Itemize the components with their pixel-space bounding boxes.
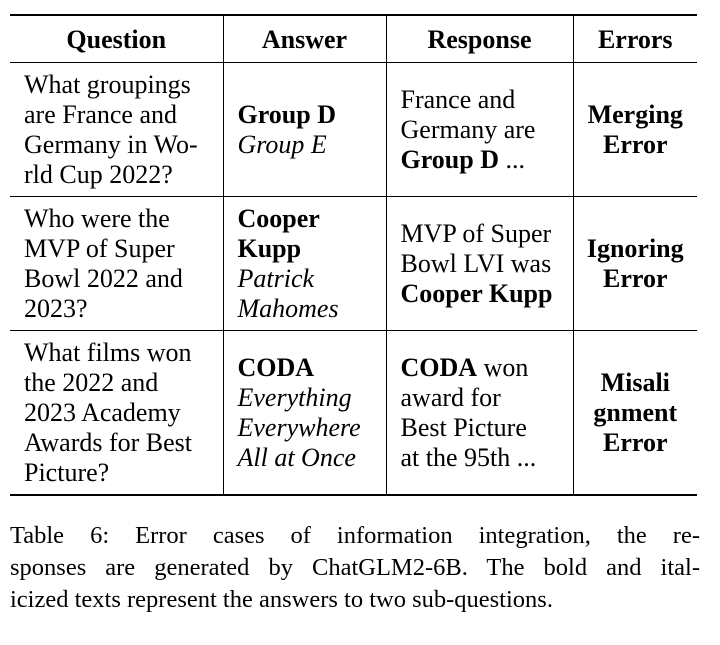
answer-bold-line: Group D [237,100,336,129]
error-cases-table-container [10,14,697,496]
answer-bold-line: Cooper [237,204,320,233]
caption-line: icized texts represent the answers to two sub-questions. [10,586,553,613]
table-row [10,331,697,496]
error-cases-table [10,14,697,496]
answer-italic-line: Mahomes [237,294,339,323]
error-cell [573,63,697,197]
error-label-line: Error [603,264,668,293]
answer-cell [223,63,386,197]
question-cell [10,331,223,496]
table-row [10,63,697,197]
question-cell [10,197,223,331]
response-line: at the 95th ... [400,443,537,472]
response-line [401,279,561,309]
table-row [10,197,697,331]
error-cell [573,331,697,496]
error-label-line: Merging [587,100,683,129]
question-line: 2023 Academy [24,398,181,427]
question-line: 2023? [24,294,88,323]
response-bold-text: CODA [400,353,478,382]
error-label-line: Error [603,428,668,457]
answer-italic-line: Group E [237,130,327,159]
question-line: Awards for Best [24,428,193,457]
question-line: the 2022 and [24,368,159,397]
response-line: award for [400,383,501,412]
table-header-row [10,15,697,63]
response-line [401,353,561,383]
response-line: Germany are [400,115,536,144]
response-line [401,145,561,175]
question-line: Picture? [24,458,110,487]
caption-line: sponses are generated by ChatGLM2-6B. The bold and ital- [10,554,700,581]
header-response: Response [386,15,573,63]
question-line: Bowl 2022 and [24,264,183,293]
error-label-line: gnment [593,398,678,427]
question-line: MVP of Super [24,234,175,263]
error-label-line: Error [603,130,668,159]
table-caption [10,520,700,616]
response-bold-text: Cooper Kupp [400,279,553,308]
response-bold-text: Group D [400,145,499,174]
response-line: MVP of Super [400,219,552,248]
answer-italic-line: All at Once [237,443,356,472]
answer-italic-line: Everything [237,383,352,412]
answer-bold-line: CODA [237,353,315,382]
answer-italic-line: Patrick [237,264,315,293]
error-label-line: Misali [600,368,670,397]
question-line: Germany in Wo- [24,130,198,159]
response-cell [386,331,573,496]
response-cell [386,197,573,331]
response-line: Best Picture [400,413,527,442]
response-line: Bowl LVI was [400,249,552,278]
answer-italic-line: Everywhere [237,413,361,442]
question-line: are France and [24,100,178,129]
header-errors: Errors [573,15,697,63]
question-line: What groupings [24,70,191,99]
answer-cell [223,331,386,496]
question-line: Who were the [24,204,170,233]
response-cell [386,63,573,197]
response-suffix: won [477,353,529,382]
answer-bold-line: Kupp [237,234,302,263]
response-suffix: ... [499,145,525,174]
question-line: rld Cup 2022? [24,160,173,189]
answer-cell [223,197,386,331]
header-question: Question [66,25,167,54]
caption-line: Table 6: Error cases of information integration, the re- [10,522,700,549]
question-cell [10,63,223,197]
question-line: What films won [24,338,192,367]
error-cell [573,197,697,331]
response-line: France and [400,85,516,114]
header-answer: Answer [223,15,386,63]
error-label-line: Ignoring [586,234,684,263]
